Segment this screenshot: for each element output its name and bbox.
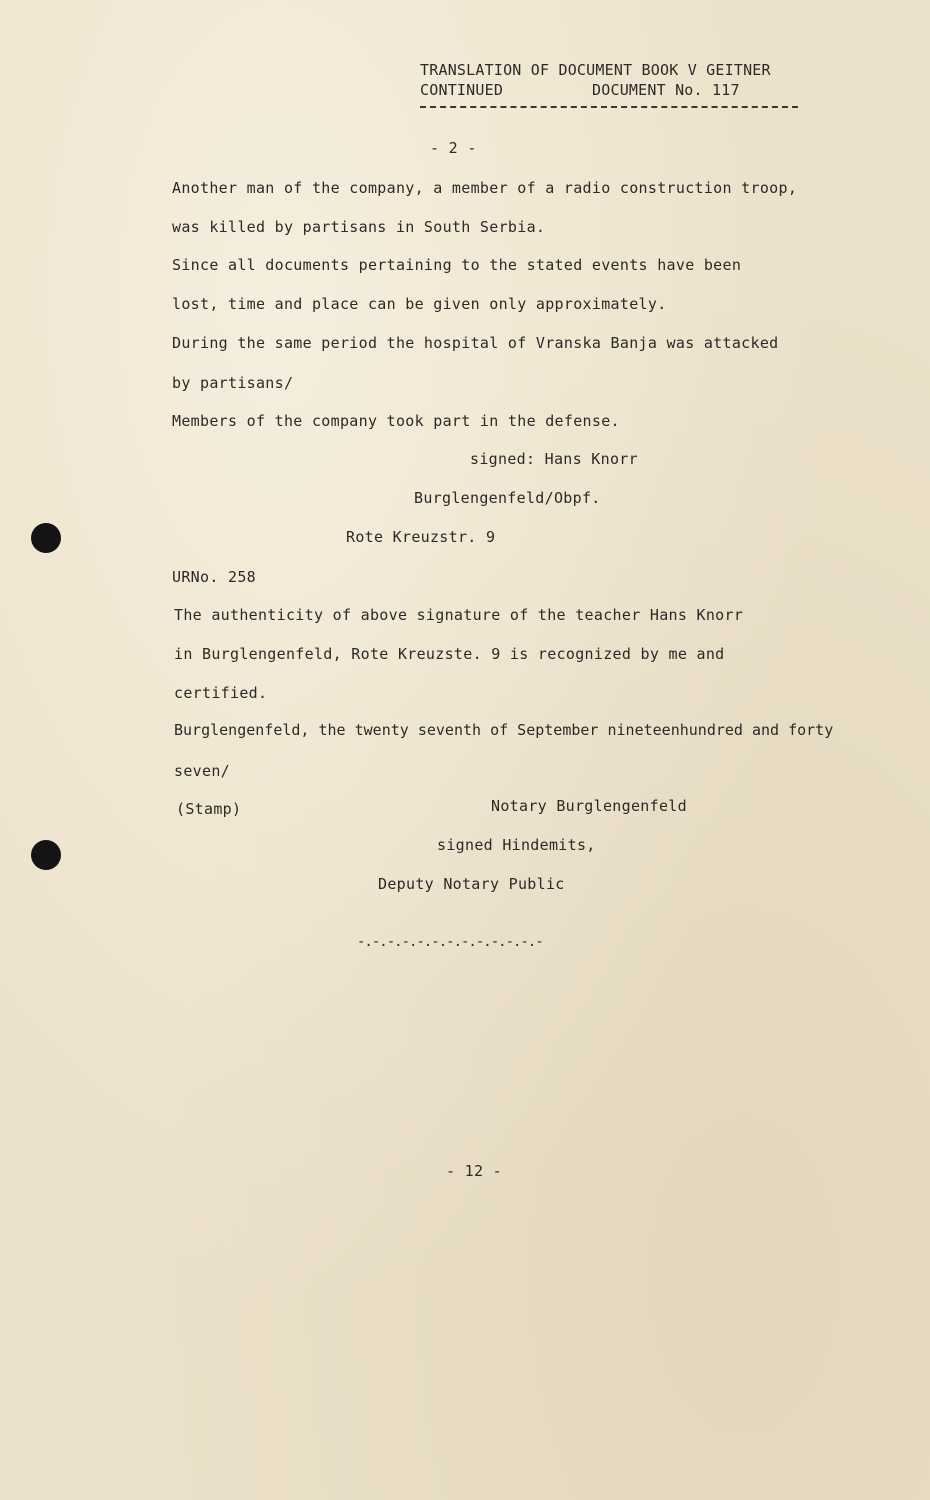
header-dashed-rule: [420, 106, 798, 110]
body-line: Since all documents pertaining to the stated events have been: [172, 256, 742, 274]
header-continued: CONTINUED: [420, 81, 504, 99]
certification-line: seven/: [174, 762, 230, 780]
body-line: Another man of the company, a member of a radio construction troop,: [172, 179, 798, 197]
footer-page-number: - 12 -: [446, 1162, 502, 1180]
stamp-note: (Stamp): [176, 800, 242, 818]
body-line: Members of the company took part in the defense.: [172, 412, 620, 430]
signature-street: Rote Kreuzstr. 9: [346, 528, 496, 546]
body-line: During the same period the hospital of Vranska Banja was attacked: [172, 334, 779, 352]
notary-deputy: Deputy Notary Public: [378, 875, 565, 893]
certification-line: The authenticity of above signature of the teacher Hans Knorr: [174, 606, 744, 624]
header-title: TRANSLATION OF DOCUMENT BOOK V GEITNER: [420, 61, 771, 79]
notary-signed: signed Hindemits,: [437, 836, 596, 854]
body-line: by partisans/: [172, 374, 294, 392]
punch-hole: [31, 840, 61, 870]
signature-signed: signed: Hans Knorr: [470, 450, 638, 468]
body-line: was killed by partisans in South Serbia.: [172, 218, 546, 236]
certification-line: in Burglengenfeld, Rote Kreuzste. 9 is recognized by me and: [174, 645, 725, 663]
body-line: lost, time and place can be given only approximately.: [172, 295, 667, 313]
separator-line: -.-.-.-.-.-.-.-.-.-.-.-.-: [357, 934, 543, 950]
page-marker: - 2 -: [430, 139, 477, 157]
header-document-number: DOCUMENT No. 117: [592, 81, 740, 99]
notary-title: Notary Burglengenfeld: [491, 797, 687, 815]
punch-hole: [31, 523, 61, 553]
certification-line: certified.: [174, 684, 268, 702]
urno: URNo. 258: [172, 568, 256, 586]
certification-line: Burglengenfeld, the twenty seventh of September nineteenhundred and forty: [174, 721, 834, 739]
signature-town: Burglengenfeld/Obpf.: [414, 489, 601, 507]
